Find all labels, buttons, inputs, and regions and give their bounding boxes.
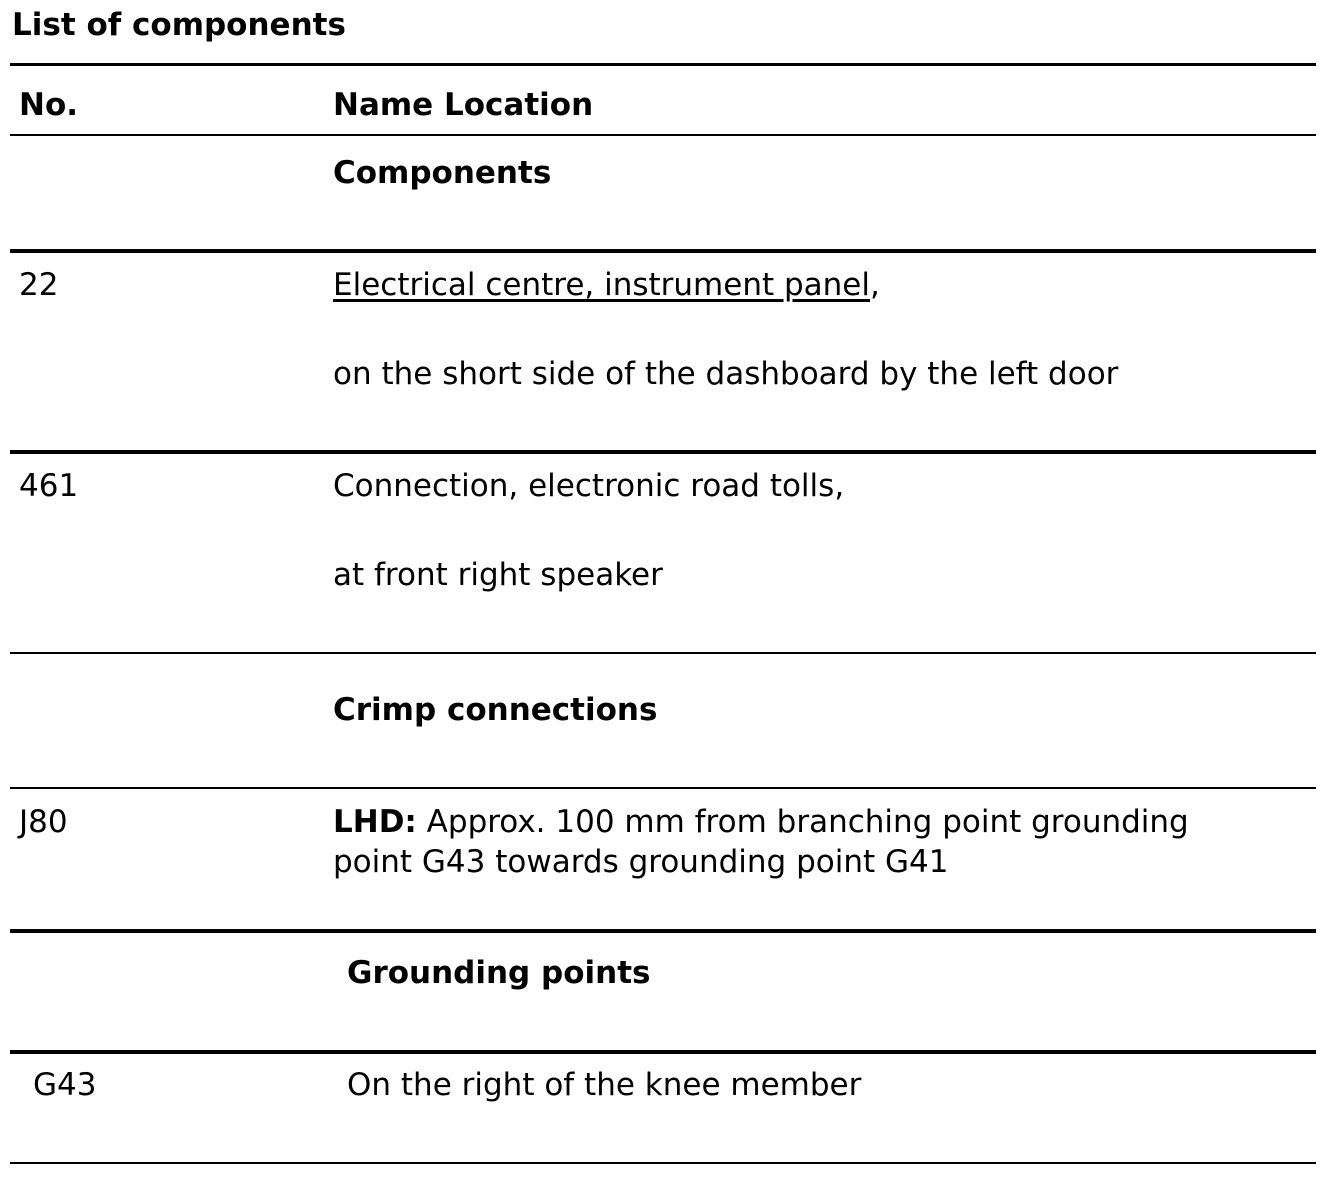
column-header-no: No. [19, 87, 79, 123]
row-divider [10, 249, 1316, 253]
section-heading-grounding-points: Grounding points [347, 955, 651, 991]
location-text: Approx. 100 mm from branching point grounding [416, 804, 1189, 840]
row-divider [10, 450, 1316, 454]
column-header-name-location: Name Location [333, 87, 594, 123]
row-name-461: Connection, electronic road tolls, [333, 468, 845, 504]
row-location-22: on the short side of the dashboard by the left door [333, 356, 1119, 392]
row-no-22: 22 [19, 267, 59, 303]
row-name-22 [333, 265, 880, 305]
document-title: List of components [12, 7, 346, 43]
section-divider [10, 929, 1316, 933]
row-location-461: at front right speaker [333, 557, 663, 593]
row-no-j80: J80 [19, 804, 68, 840]
table-bottom-rule [10, 1162, 1316, 1164]
row-location-j80-line2: point G43 towards grounding point G41 [333, 844, 949, 880]
row-no-461: 461 [19, 468, 79, 504]
section-heading-components: Components [333, 155, 552, 191]
name-suffix: , [870, 267, 880, 303]
section-divider [10, 652, 1316, 654]
row-location-g43: On the right of the knee member [347, 1067, 862, 1103]
section-heading-crimp-connections: Crimp connections [333, 692, 658, 728]
row-divider [10, 1050, 1316, 1054]
lhd-label: LHD: [333, 804, 417, 840]
header-rule [10, 134, 1316, 136]
row-divider [10, 787, 1316, 789]
row-no-g43: G43 [33, 1067, 97, 1103]
row-location-j80-line1 [333, 802, 1189, 842]
component-name-link[interactable]: Electrical centre, instrument panel [333, 267, 870, 303]
table-top-rule [10, 63, 1316, 66]
